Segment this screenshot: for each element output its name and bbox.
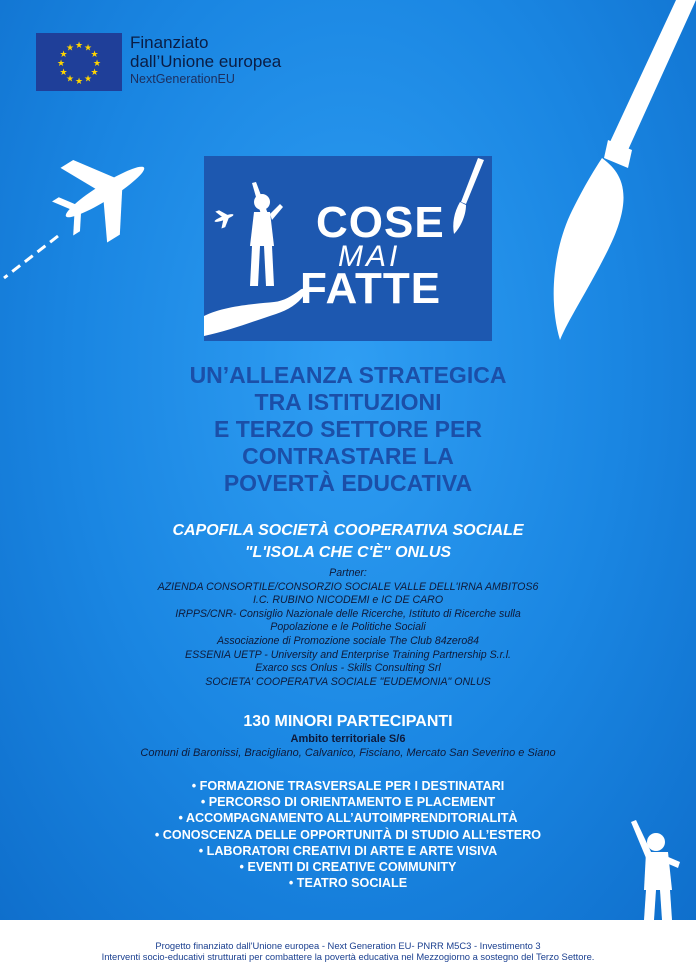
svg-text:★: ★ [83,74,93,85]
partner-item: Popolazione e le Politiche Sociali [270,621,426,634]
eu-line-2: dall’Unione europea [130,52,282,71]
eu-flag-icon [36,33,122,91]
svg-text:★: ★ [83,43,93,54]
logo-word-fatte: FATTE [300,264,442,313]
partner-item: AZIENDA CONSORTILE/CONSORZIO SOCIALE VALLE DELL'IRNA AMBITOS6 [157,580,539,593]
airplane-icon [0,150,170,290]
partners-label: Partner: [329,567,367,579]
svg-text:★: ★ [90,68,99,78]
activity-item: • CONOSCENZA DELLE OPPORTUNITÀ DI STUDIO ALL’ESTERO [154,827,542,842]
headline-line: E TERZO SETTORE PER [214,416,482,442]
headline-line: CONTRASTARE LA [242,443,454,469]
activity-item: • ACCOMPAGNAMENTO ALL’AUTOIMPRENDITORIALITÀ [178,811,518,826]
activity-item: • EVENTI DI CREATIVE COMMUNITY [239,860,457,875]
partner-item: ESSENIA UETP - University and Enterprise Training Partnership S.r.l. [185,648,511,661]
logo-word-mai: MAI [338,240,401,273]
svg-text:★: ★ [74,41,84,51]
headline-line: TRA ISTITUZIONI [254,389,442,415]
footer-line-2: Interventi socio-educativi strutturati per combattere la povertà educativa nel Mezzogiorno a sostegno del Terzo Settore. [101,951,595,962]
activity-item: • LABORATORI CREATIVI DI ARTE E ARTE VISIVA [198,843,498,858]
svg-text:★: ★ [65,74,75,85]
activities-list [100,778,596,891]
svg-text:★: ★ [59,68,68,78]
ambito-territoriale: Ambito territoriale S/6 [290,733,406,745]
footer [0,920,696,978]
headline-line: UN’ALLEANZA STRATEGICA [189,362,507,388]
lead-line-2: "L'ISOLA CHE C'È" ONLUS [244,544,452,561]
logo-word-cose: COSE [316,198,445,247]
svg-text:★: ★ [74,77,84,87]
headline-line: POVERTÀ EDUCATIVA [223,470,473,496]
svg-text:★: ★ [56,59,66,69]
lead-partner [60,520,636,564]
svg-text:★: ★ [90,50,99,60]
activity-item: • TEATRO SOCIALE [288,876,408,891]
svg-text:★: ★ [59,50,68,60]
lead-line-1: CAPOFILA SOCIETÀ COOPERATIVA SOCIALE [172,522,524,539]
headline [100,362,596,497]
svg-text:★: ★ [65,43,75,54]
svg-text:★: ★ [92,59,102,69]
activity-item: • PERCORSO DI ORIENTAMENTO E PLACEMENT [200,795,496,810]
partner-item: I.C. RUBINO NICODEMI e IC DE CARO [252,594,444,607]
participants-count: 130 MINORI PARTECIPANTI [243,713,453,730]
comuni-list: Comuni di Baronissi, Bracigliano, Calvanico, Fisciano, Mercato San Severino e Siano [140,747,556,759]
partner-item: IRPPS/CNR- Consiglio Nazionale delle Ricerche, Istituto di Ricerche sulla [175,607,521,620]
footer-line-1: Progetto finanziato dall'Unione europea - Next Generation EU- PNRR M5C3 - Investimento 3 [155,940,541,951]
eu-line-1: Finanziato [130,33,209,52]
partner-item: SOCIETA' COOPERATVA SOCIALE "EUDEMONIA" ONLUS [205,675,491,688]
pointing-child-icon [606,812,696,920]
partner-item: Exarco scs Onlus - Skills Consulting Srl [255,662,441,675]
paintbrush-icon [548,0,696,345]
activity-item: • FORMAZIONE TRASVERSALE PER I DESTINATARI [191,779,505,793]
partners-list [60,567,636,689]
eu-funding-text [130,33,281,88]
eu-line-3: NextGenerationEU [130,72,235,86]
partner-item: Associazione di Promozione sociale The Club 84zero84 [216,634,480,647]
